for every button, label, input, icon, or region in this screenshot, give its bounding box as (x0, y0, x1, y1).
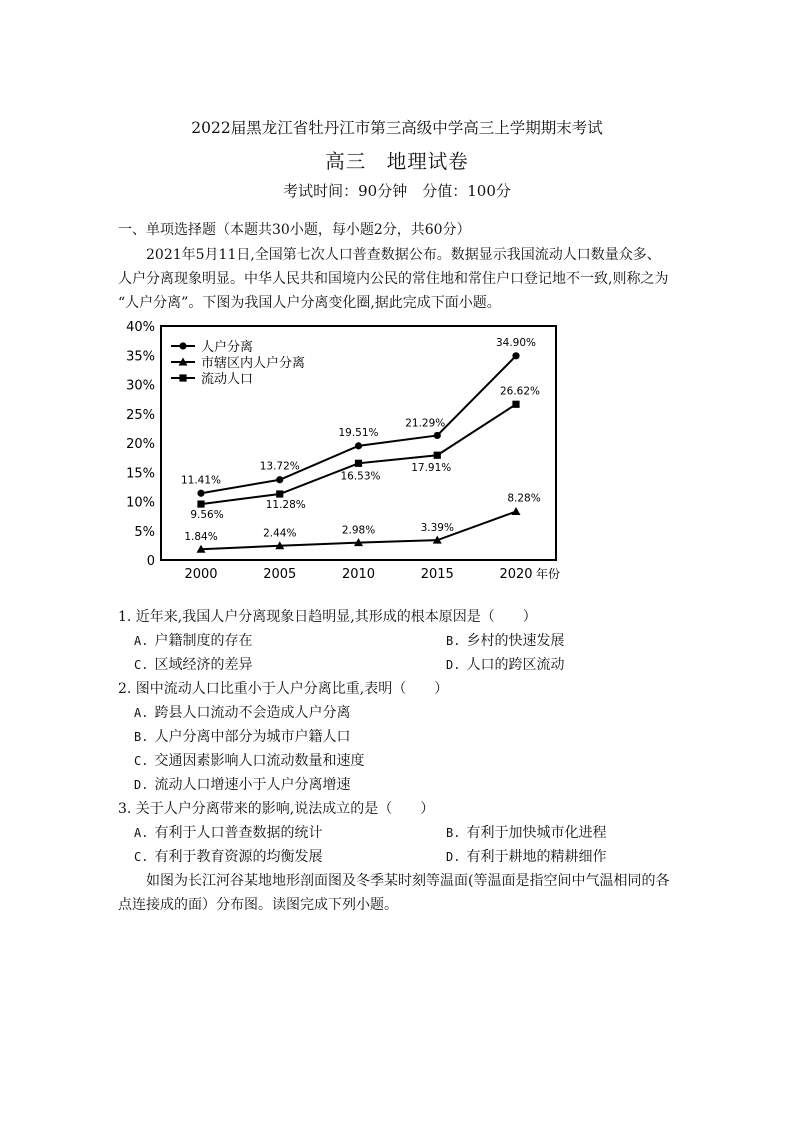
option-text: 有利于教育资源的均衡发展 (154, 849, 323, 865)
y-tick-label: 20% (126, 437, 155, 452)
option-letter: D. (446, 850, 461, 864)
legend-marker (179, 374, 186, 381)
data-point (276, 490, 283, 497)
x-tick-label: 2020 (499, 567, 533, 582)
data-point (197, 500, 204, 507)
question-2-option-a (134, 702, 350, 722)
question-2-option-d (134, 774, 350, 794)
option-text: 流动人口增速小于人户分离增速 (154, 777, 351, 793)
data-label: 3.39% (420, 522, 454, 535)
x-tick-label: 2015 (420, 567, 454, 582)
y-tick-label: 15% (126, 466, 155, 482)
next-intro-line-1: 如图为长江河谷某地地形剖面图及冬季某时刻等温面(等温面是指空间中气温相同的各 (146, 873, 670, 889)
population-chart (116, 318, 586, 590)
section-heading: 一、单项选择题（本题共30小题，每小题2分，共60分） (118, 222, 471, 238)
legend-label: 流动人口 (201, 372, 254, 387)
data-label: 16.53% (340, 470, 381, 483)
intro-line-2: 人户分离现象明显。中华人民共和国境内公民的常住地和常住户口登记地不一致,则称之为 (118, 271, 669, 287)
option-text: 乡村的快速发展 (466, 633, 565, 649)
option-letter: C. (134, 658, 149, 672)
option-text: 交通因素影响人口流动数量和速度 (154, 753, 365, 769)
option-text: 有利于耕地的精耕细作 (466, 849, 607, 865)
option-letter: B. (446, 634, 461, 648)
data-point (512, 352, 519, 359)
data-label: 19.51% (338, 426, 379, 439)
x-tick-label: 2005 (263, 567, 297, 582)
data-label: 21.29% (405, 417, 446, 430)
option-text: 有利于人口普查数据的统计 (154, 825, 323, 841)
data-label: 34.90% (495, 336, 537, 349)
option-text: 人口的跨区流动 (466, 657, 565, 673)
question-3-option-b (446, 822, 606, 842)
data-label: 2.44% (263, 527, 297, 540)
question-2-option-b (134, 726, 350, 746)
data-point (355, 442, 362, 449)
y-tick-label: 40% (126, 320, 155, 335)
subject-title: 高三 地理试卷 (325, 150, 469, 173)
question-1-option-d (446, 654, 564, 674)
data-point (512, 507, 521, 515)
option-text: 户籍制度的存在 (154, 633, 253, 649)
option-letter: C. (134, 754, 149, 768)
data-point (276, 476, 283, 483)
data-label: 9.56% (190, 509, 224, 522)
y-tick-label: 5% (134, 524, 155, 540)
data-point (512, 401, 519, 408)
data-label: 11.28% (265, 499, 306, 512)
data-label: 11.41% (180, 474, 222, 487)
y-tick-label: 35% (126, 349, 155, 365)
option-text: 人户分离中部分为城市户籍人口 (154, 729, 351, 745)
option-letter: A. (134, 706, 149, 720)
data-label: 26.62% (499, 385, 541, 398)
option-letter: B. (446, 826, 461, 840)
y-tick-label: 30% (126, 378, 155, 394)
question-1-option-a (134, 630, 252, 650)
y-tick-label: 25% (126, 407, 155, 423)
question-2-option-c (134, 750, 364, 770)
option-text: 有利于加快城市化进程 (466, 825, 607, 841)
data-label: 13.72% (259, 460, 300, 473)
data-point (434, 432, 441, 439)
intro-line-3: “人户分离”。下图为我国人户分离变化圈,据此完成下面小题。 (118, 295, 501, 311)
exam-info: 考试时间：90分钟 分值：100分 (283, 182, 511, 200)
question-1-option-c (134, 654, 252, 674)
question-1-option-b (446, 630, 564, 650)
chart-svg (116, 318, 586, 590)
data-label: 2.98% (341, 524, 376, 537)
option-letter: C. (134, 850, 149, 864)
option-letter: A. (134, 826, 149, 840)
legend-label: 人户分离 (201, 340, 254, 355)
option-letter: B. (134, 730, 149, 744)
option-letter: D. (446, 658, 461, 672)
question-3-stem: 3. 关于人户分离带来的影响,说法成立的是（ ） (118, 801, 435, 817)
x-axis-label: 年份 (536, 567, 561, 581)
data-label: 1.84% (184, 531, 218, 544)
option-text: 跨县人口流动不会造成人户分离 (154, 705, 351, 721)
y-tick-label: 0 (146, 554, 155, 569)
option-letter: A. (134, 634, 149, 648)
next-intro-line-2: 点连接成的面）分布图。读图完成下列小题。 (118, 897, 398, 913)
y-tick-label: 10% (126, 495, 155, 511)
data-point (197, 490, 204, 497)
data-label: 17.91% (411, 462, 452, 475)
question-1-stem: 1. 近年来,我国人户分离现象日趋明显,其形成的根本原因是（ ） (118, 609, 537, 625)
question-3-option-d (446, 846, 606, 866)
data-point (434, 452, 441, 459)
question-3-option-a (134, 822, 322, 842)
exam-title: 2022届黑龙江省牡丹江市第三高级中学高三上学期期末考试 (191, 119, 603, 137)
option-letter: D. (134, 778, 149, 792)
data-label: 8.28% (507, 492, 541, 505)
question-3-option-c (134, 846, 322, 866)
legend-marker (179, 342, 186, 349)
data-point (355, 460, 362, 467)
option-text: 区域经济的差异 (154, 657, 253, 673)
intro-line-1: 2021年5月11日,全国第七次人口普查数据公布。数据显示我国流动人口数量众多、 (146, 247, 661, 263)
legend-label: 市辖区内人户分离 (201, 356, 306, 371)
question-2-stem: 2. 图中流动人口比重小于人户分离比重,表明（ ） (118, 681, 449, 697)
series-line-2 (201, 404, 516, 504)
x-tick-label: 2000 (184, 567, 218, 582)
x-tick-label: 2010 (341, 567, 376, 582)
